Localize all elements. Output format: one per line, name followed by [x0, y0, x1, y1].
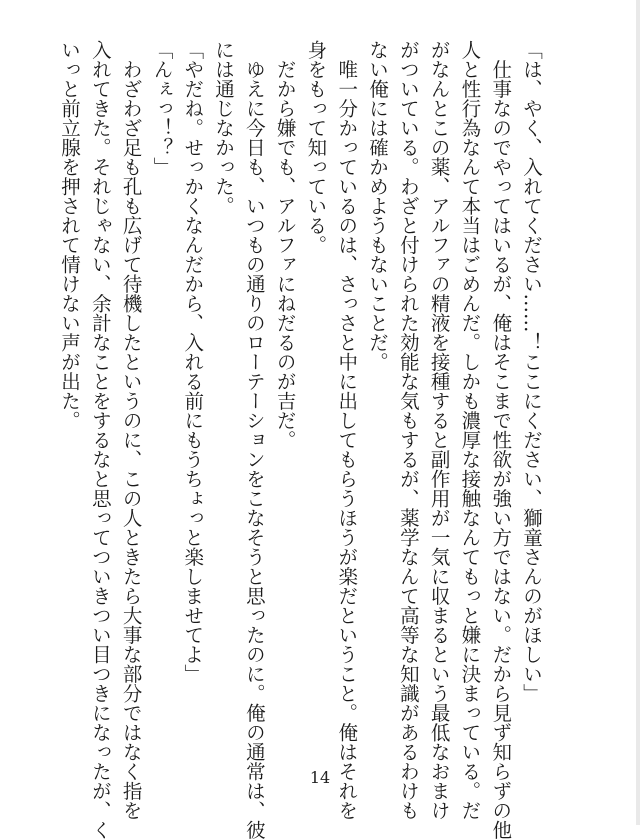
text-line: ない俺には確かめようもないことだ。 [366, 40, 390, 372]
text-line: 「は、やく、入れてください……！ここにください、獅童さんのがほしい」 [520, 40, 543, 703]
text-line: 身をもって知っている。 [304, 40, 328, 255]
text-line: 「んぇっ！？」 [150, 40, 174, 177]
text-line: 仕事なのでやってはいるが、俺はそこまで性欲が強い方ではない。だから見ず知らずの他 [489, 40, 513, 840]
page-number: 14 [309, 768, 331, 787]
text-line: いっと前立腺を押されて情けない声が出た。 [58, 40, 82, 430]
text-line: 人と性行為なんて本当はごめんだ。しかも濃厚な接触なんてもっと嫌に決まっている。だ [458, 40, 482, 820]
text-line: ゆえに今日も、いつもの通りのローテーションをこなそうと思ったのに。俺の通常は、彼 [242, 40, 266, 840]
text-line: には通じなかった。 [212, 40, 236, 216]
text-line: だから嫌でも、アルファにねだるのが吉だ。 [273, 40, 297, 450]
page-edge-divider [636, 0, 640, 825]
text-line: 唯一分かっているのは、さっさと中に出してもらうほうが楽だということ。俺はそれを [335, 40, 359, 820]
text-line: がついている。わざと付けられた効能な気もするが、薬学なんて高等な知識があるわけも [396, 40, 420, 820]
text-line: がなんとこの薬、アルファの精液を接種すると副作用が一気に収まるという最低なおまけ [427, 40, 451, 820]
text-line: わざわざ足も孔も広げて待機したというのに、この人ときたら大事な部分ではなく指を [119, 40, 143, 820]
text-line: 「やだね。せっかくなんだから、入れる前にもうちょっと楽しませてよ」 [181, 40, 205, 684]
text-line: 入れてきた。それじゃない、余計なことをするなと思ってついきつい目つきになったが、く [88, 40, 112, 840]
